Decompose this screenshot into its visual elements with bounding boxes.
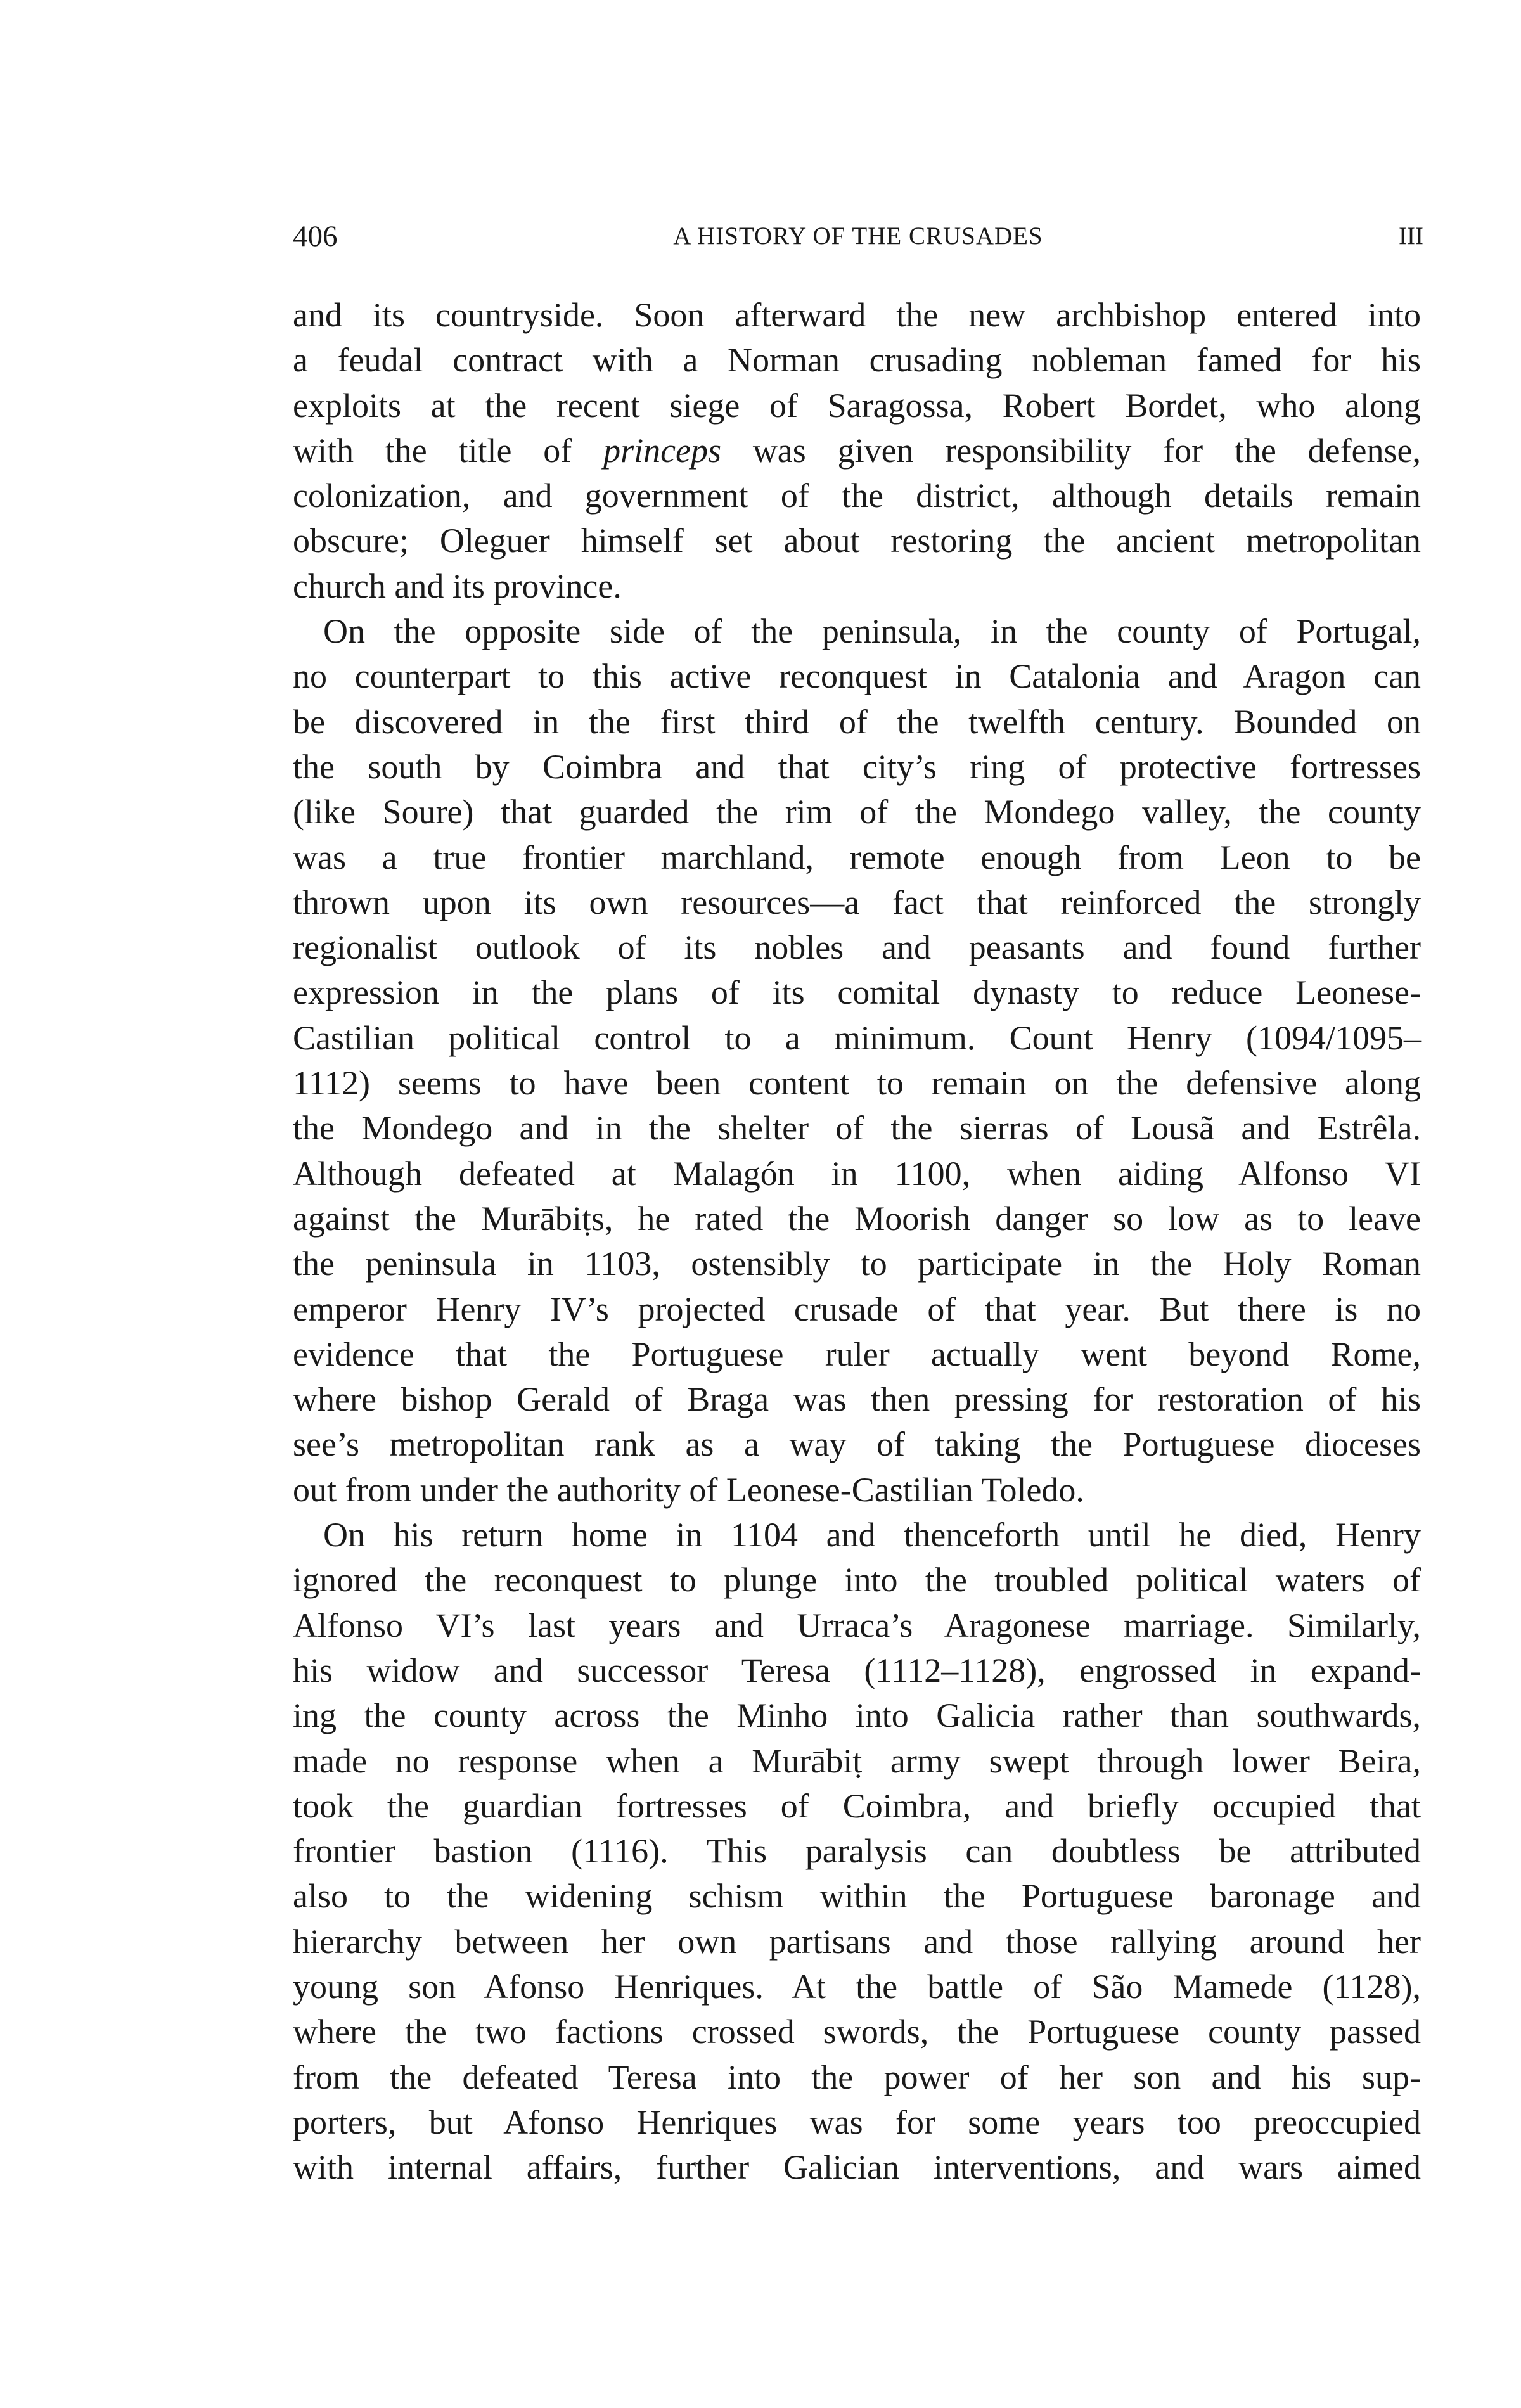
text-line: porters, but Afonso Henriques was for some years too preoccupied — [293, 2103, 1421, 2141]
text-line: also to the widening schism within the Portuguese baronage and — [293, 1877, 1421, 1916]
text-line: out from under the authority of Leonese-Castilian Toledo. — [293, 1470, 1084, 1509]
text-line: hierarchy between her own partisans and those rallying around her — [293, 1922, 1421, 1961]
text-line: On his return home in 1104 and thenceforth until he died, Henry — [323, 1516, 1421, 1554]
text-line: exploits at the recent siege of Saragossa, Robert Bordet, who along — [293, 386, 1421, 425]
text-line: ing the county across the Minho into Galicia rather than southwards, — [293, 1696, 1421, 1735]
text-line: evidence that the Portuguese ruler actually went beyond Rome, — [293, 1335, 1421, 1373]
text-line: where bishop Gerald of Braga was then pressing for restoration of his — [293, 1380, 1421, 1419]
paragraph-3 — [293, 1513, 1421, 2190]
text-line: with internal affairs, further Galician interventions, and wars aimed — [293, 2148, 1421, 2187]
running-head — [293, 214, 1423, 259]
text-line: the south by Coimbra and that city’s ring of protective fortresses — [293, 747, 1421, 786]
text-line: expression in the plans of its comital dynasty to reduce Leonese- — [293, 973, 1421, 1012]
text-line: Alfonso VI’s last years and Urraca’s Aragonese marriage. Similarly, — [293, 1606, 1421, 1644]
text-line: ignored the reconquest to plunge into the troubled political waters of — [293, 1561, 1421, 1599]
text-line: thrown upon its own resources—a fact that reinforced the strongly — [293, 883, 1421, 921]
text-line: see’s metropolitan rank as a way of taking the Portuguese dioceses — [293, 1425, 1421, 1464]
text-line: Castilian political control to a minimum. Count Henry (1094/1095– — [293, 1018, 1421, 1057]
text-line: where the two factions crossed swords, the Portuguese county passed — [293, 2013, 1421, 2051]
text-line: a feudal contract with a Norman crusading nobleman famed for his — [293, 341, 1421, 380]
text-line: frontier bastion (1116). This paralysis can doubtless be attributed — [293, 1832, 1421, 1871]
text-line: On the opposite side of the peninsula, in the county of Portugal, — [323, 612, 1421, 651]
text-line: took the guardian fortresses of Coimbra, and briefly occupied that — [293, 1786, 1421, 1825]
text-line: 1112) seems to have been content to remain on the defensive along — [293, 1064, 1421, 1103]
text-line: obscure; Oleguer himself set about restoring the ancient metropolitan — [293, 522, 1421, 560]
text-line: against the Murābiṭs, he rated the Moorish danger so low as to leave — [293, 1199, 1421, 1238]
text-line: (like Soure) that guarded the rim of the Mondego valley, the county — [293, 793, 1421, 831]
text-line: be discovered in the first third of the twelfth century. Bounded on — [293, 702, 1421, 741]
text-fragment: with the title of — [293, 431, 604, 470]
text-line: the Mondego and in the shelter of the sierras of Lousã and Estrêla. — [293, 1109, 1421, 1148]
text-line: no counterpart to this active reconquest in Catalonia and Aragon can — [293, 657, 1421, 696]
text-line: the peninsula in 1103, ostensibly to participate in the Holy Roman — [293, 1245, 1421, 1283]
text-line: from the defeated Teresa into the power of her son and his sup- — [293, 2058, 1421, 2096]
page-number: 406 — [293, 220, 338, 253]
text-line: and its countryside. Soon afterward the new archbishop entered into — [293, 296, 1421, 334]
text-line: colonization, and government of the district, although details remain — [293, 477, 1421, 515]
text-fragment: was given responsibility for the defense, — [721, 431, 1421, 470]
paragraph-2 — [293, 609, 1421, 1513]
text-line: was a true frontier marchland, remote enough from Leon to be — [293, 838, 1421, 876]
body-text — [293, 293, 1421, 2190]
italic-term: princeps — [603, 431, 722, 470]
chapter-number: III — [1399, 222, 1423, 250]
running-title: A HISTORY OF THE CRUSADES — [673, 222, 1043, 250]
paragraph-1 — [293, 293, 1421, 609]
text-line: made no response when a Murābiṭ army swept through lower Beira, — [293, 1741, 1421, 1780]
text-line: young son Afonso Henriques. At the battle of São Mamede (1128), — [293, 1967, 1421, 2006]
text-line: regionalist outlook of its nobles and peasants and found further — [293, 928, 1421, 967]
text-line: Although defeated at Malagón in 1100, when aiding Alfonso VI — [293, 1154, 1421, 1193]
text-line: emperor Henry IV’s projected crusade of that year. But there is no — [293, 1290, 1421, 1328]
text-line: church and its province. — [293, 567, 622, 605]
text-line — [293, 428, 1421, 473]
text-line: his widow and successor Teresa (1112–1128), engrossed in expand- — [293, 1651, 1421, 1689]
